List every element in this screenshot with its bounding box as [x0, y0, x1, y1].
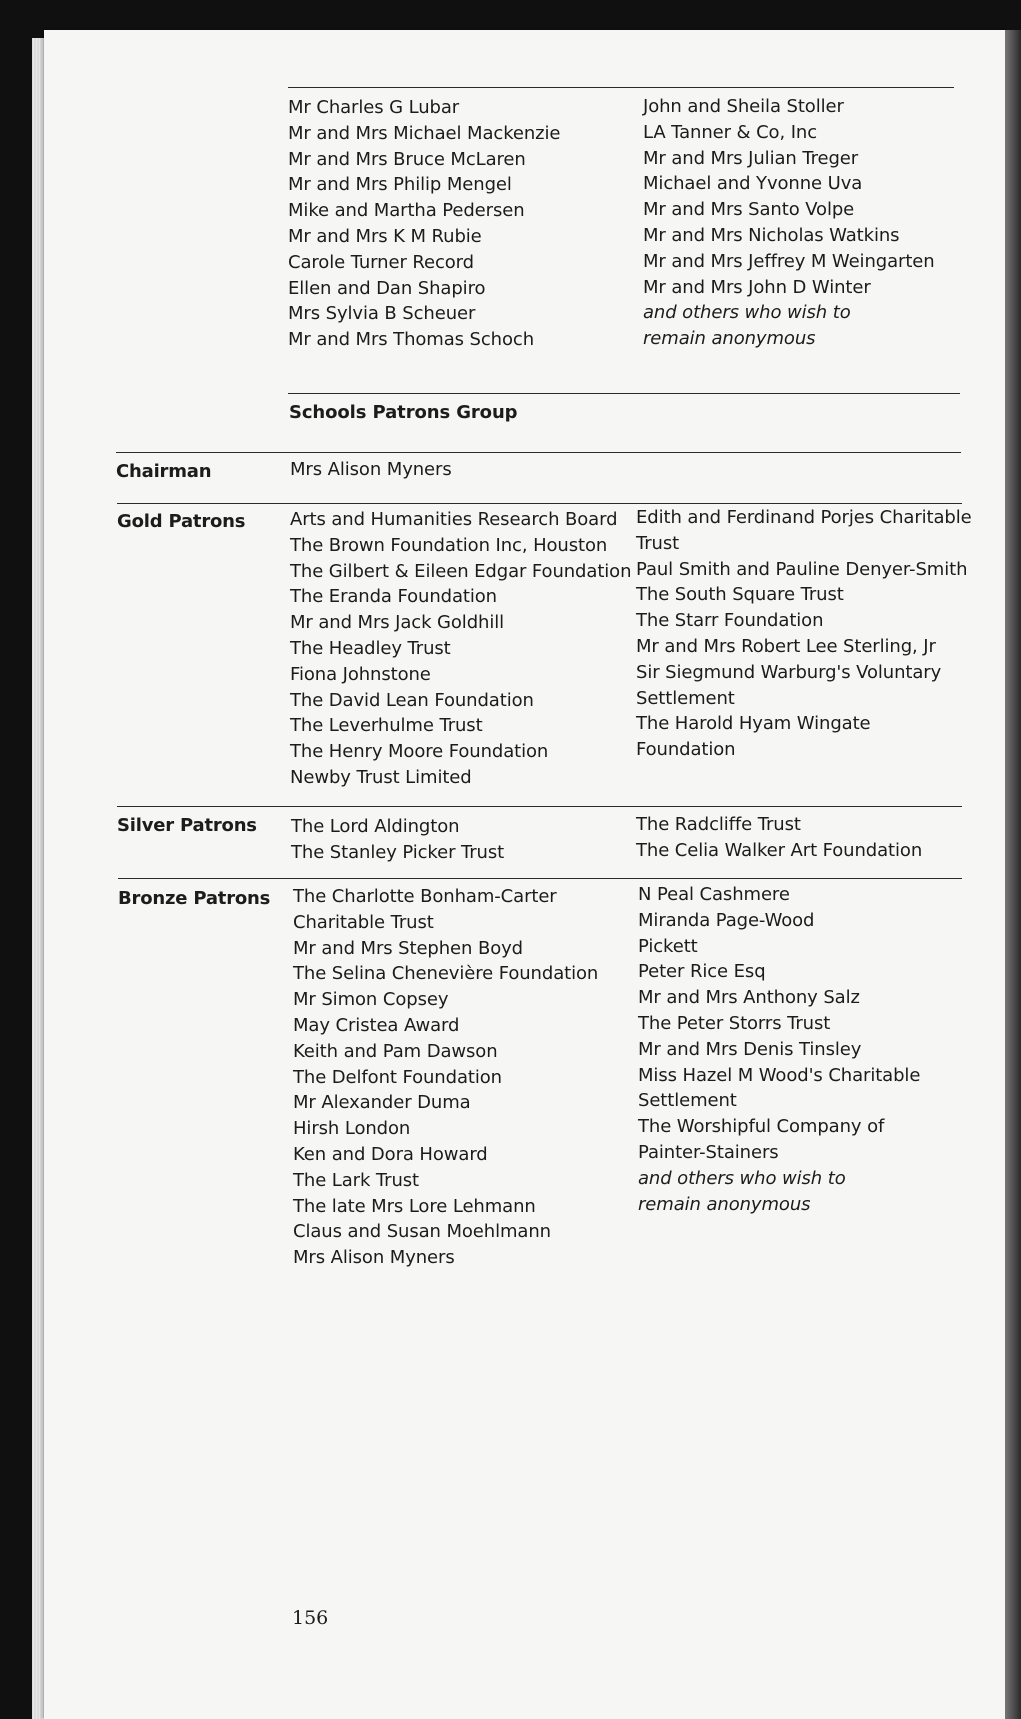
- rule-bronze: [118, 878, 962, 879]
- gold-patrons-label: Gold Patrons: [117, 511, 246, 532]
- list-item: Mike and Martha Pedersen: [288, 200, 525, 222]
- list-item: The Charlotte Bonham-Carter: [293, 886, 557, 907]
- anonymous-note: and others who wish to: [643, 302, 851, 324]
- list-item: Trust: [636, 532, 680, 554]
- list-item: Arts and Humanities Research Board: [290, 509, 618, 530]
- group-heading: Schools Patrons Group: [289, 402, 518, 423]
- list-item: Mr and Mrs Julian Treger: [643, 147, 859, 169]
- list-item: Mrs Alison Myners: [293, 1247, 455, 1269]
- list-item: Mr and Mrs K M Rubie: [288, 225, 482, 247]
- silver-patrons-label: Silver Patrons: [117, 815, 257, 836]
- rule-chairman: [116, 452, 961, 453]
- list-item: Mr and Mrs Anthony Salz: [638, 987, 860, 1009]
- list-item: The Henry Moore Foundation: [290, 741, 549, 763]
- list-item: Mr and Mrs Santo Volpe: [643, 199, 855, 221]
- list-item: Edith and Ferdinand Porjes Charitable: [636, 507, 972, 528]
- list-item: Mr and Mrs Denis Tinsley: [638, 1038, 862, 1060]
- rule-silver: [117, 806, 962, 807]
- list-item: The Stanley Picker Trust: [291, 841, 505, 863]
- list-item: Ellen and Dan Shapiro: [288, 277, 486, 299]
- list-item: Paul Smith and Pauline Denyer-Smith: [636, 558, 968, 580]
- list-item: The David Lean Foundation: [290, 689, 534, 711]
- list-item: Mr Simon Copsey: [293, 989, 449, 1011]
- chairman-name: Mrs Alison Myners: [290, 459, 452, 480]
- group-heading-wrap: [289, 400, 517, 426]
- list-item: Settlement: [638, 1090, 737, 1112]
- list-item: The Delfont Foundation: [293, 1066, 502, 1088]
- list-item: Mr and Mrs Jack Goldhill: [290, 612, 505, 634]
- list-item: Mrs Sylvia B Scheuer: [288, 303, 476, 325]
- list-item: The Gilbert & Eileen Edgar Foundation: [290, 560, 632, 582]
- chairman-label: Chairman: [116, 461, 212, 482]
- list-item: Mr and Mrs John D Winter: [643, 276, 871, 298]
- list-item: The Lord Aldington: [291, 816, 460, 837]
- list-item: Ken and Dora Howard: [293, 1143, 488, 1165]
- binding-shadow: [1005, 30, 1021, 1719]
- top-right-column: [643, 94, 935, 352]
- list-item: The Lark Trust: [293, 1169, 419, 1191]
- list-item: Mr Charles G Lubar: [288, 97, 460, 118]
- list-item: John and Sheila Stoller: [643, 96, 844, 117]
- list-item: The Eranda Foundation: [290, 586, 497, 608]
- list-item: Newby Trust Limited: [290, 766, 472, 788]
- list-item: Painter-Stainers: [638, 1141, 779, 1163]
- list-item: Pickett: [638, 935, 698, 957]
- list-item: Mr and Mrs Michael Mackenzie: [288, 122, 561, 144]
- list-item: The Leverhulme Trust: [290, 715, 483, 737]
- list-item: The Radcliffe Trust: [636, 814, 801, 835]
- list-item: The Brown Foundation Inc, Houston: [290, 534, 608, 556]
- anonymous-note: and others who wish to: [638, 1167, 846, 1189]
- rule-top: [288, 87, 954, 88]
- bronze-right-column: [638, 882, 920, 1217]
- list-item: The Harold Hyam Wingate: [636, 713, 871, 735]
- silver-left-column: [291, 814, 504, 866]
- list-item: LA Tanner & Co, Inc: [643, 121, 818, 143]
- list-item: Carole Turner Record: [288, 251, 474, 273]
- bronze-patrons-label: Bronze Patrons: [118, 888, 271, 909]
- list-item: The Celia Walker Art Foundation: [636, 839, 923, 861]
- silver-right-column: [636, 812, 922, 864]
- list-item: Foundation: [636, 739, 736, 761]
- top-left-column: [288, 95, 560, 353]
- list-item: Mr and Mrs Stephen Boyd: [293, 937, 524, 959]
- page-number: 156: [292, 1607, 329, 1629]
- chairman-value-wrap: [290, 457, 452, 483]
- list-item: The Selina Chenevière Foundation: [293, 963, 599, 985]
- list-item: The South Square Trust: [636, 584, 844, 606]
- list-item: Mr and Mrs Philip Mengel: [288, 174, 512, 196]
- list-item: Claus and Susan Moehlmann: [293, 1221, 551, 1243]
- list-item: Mr and Mrs Thomas Schoch: [288, 329, 534, 351]
- list-item: The late Mrs Lore Lehmann: [293, 1195, 536, 1217]
- list-item: Sir Siegmund Warburg's Voluntary: [636, 661, 942, 683]
- list-item: Miss Hazel M Wood's Charitable: [638, 1064, 921, 1086]
- list-item: N Peal Cashmere: [638, 884, 790, 905]
- list-item: Fiona Johnstone: [290, 663, 431, 685]
- list-item: Mr and Mrs Nicholas Watkins: [643, 224, 900, 246]
- list-item: The Headley Trust: [290, 637, 451, 659]
- list-item: May Cristea Award: [293, 1014, 460, 1036]
- anonymous-note: remain anonymous: [638, 1193, 811, 1215]
- list-item: Peter Rice Esq: [638, 961, 766, 983]
- list-item: Miranda Page-Wood: [638, 909, 815, 931]
- bronze-left-column: [293, 884, 598, 1271]
- rule-gold: [117, 503, 962, 504]
- gold-right-column: [636, 505, 972, 763]
- list-item: Hirsh London: [293, 1118, 411, 1140]
- list-item: Charitable Trust: [293, 911, 434, 933]
- list-item: The Worshipful Company of: [638, 1116, 885, 1138]
- list-item: Mr and Mrs Robert Lee Sterling, Jr: [636, 635, 936, 657]
- rule-group: [288, 393, 960, 394]
- list-item: The Starr Foundation: [636, 610, 824, 632]
- list-item: Mr and Mrs Bruce McLaren: [288, 148, 526, 170]
- anonymous-note: remain anonymous: [643, 328, 816, 350]
- list-item: Mr and Mrs Jeffrey M Weingarten: [643, 250, 935, 272]
- list-item: Settlement: [636, 687, 735, 709]
- gold-left-column: [290, 507, 631, 791]
- list-item: Mr Alexander Duma: [293, 1092, 471, 1114]
- list-item: Keith and Pam Dawson: [293, 1040, 498, 1062]
- list-item: The Peter Storrs Trust: [638, 1012, 831, 1034]
- list-item: Michael and Yvonne Uva: [643, 173, 863, 195]
